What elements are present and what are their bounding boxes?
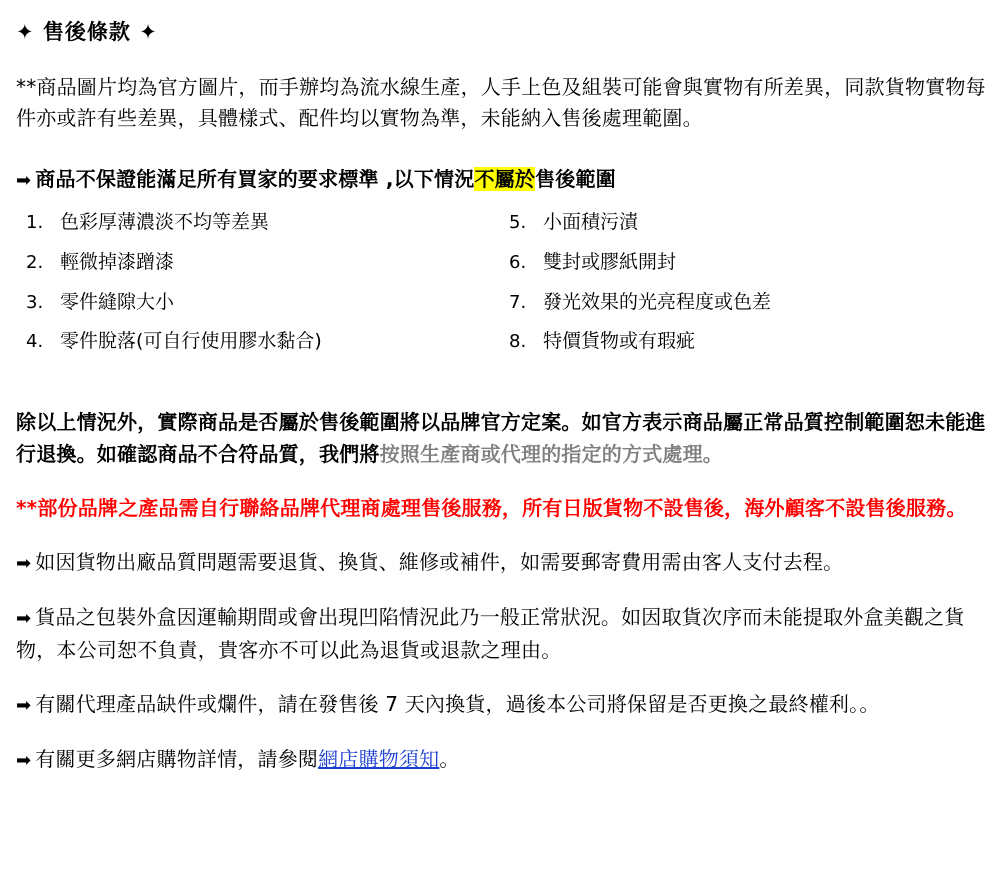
arrow-icon: ➡ [16,749,32,771]
scope-line-after: 售後範圍 [535,167,616,191]
list-item [509,211,988,234]
list-item-label: 零件脫落(可自行使用膠水黏合) [60,330,322,353]
list-item-number: 3. [26,291,44,313]
list-item [26,330,501,353]
note-text-after: 。 [439,746,460,771]
exclusion-list-left [14,211,501,370]
note-text: 有關代理產品缺件或爛件，請在發售後 7 天內換貨，過後本公司將保留是否更換之最終權利。。 [35,691,880,716]
list-item-number: 4. [26,331,44,353]
list-item-number: 8. [509,331,527,353]
list-item-number: 7. [509,291,527,313]
exclusion-scope-line [16,164,988,195]
list-item-label: 小面積污漬 [543,211,639,233]
list-item-label: 零件縫隙大小 [60,290,175,313]
scope-line-highlight: 不屬於 [474,167,536,191]
list-item [509,291,988,314]
note-text: 貨品之包裝外盒因運輸期間或會出現凹陷情況此乃一般正常狀況。如因取貨次序而未能提取外盒美觀之貨物，本公司恕不負責，貴客亦不可以此為退貨或退款之理由。 [16,604,965,662]
arrow-icon: ➡ [16,553,32,575]
note-more-info [16,743,988,776]
note-missing-parts [16,688,988,721]
list-item-label: 特價貨物或有瑕疵 [543,330,696,353]
note-shipping-cost [16,546,988,579]
list-item-label: 色彩厚薄濃淡不均等差異 [60,211,270,233]
note-text: 如因貨物出廠品質問題需要退貨、換貨、維修或補件，如需要郵寄費用需由客人支付去程。 [35,550,844,575]
list-item [26,251,501,274]
list-item-number: 2. [26,251,44,273]
list-item [509,330,988,353]
list-item-number: 5. [509,212,527,233]
arrow-icon: ➡ [16,607,32,629]
list-item-label: 雙封或膠紙開封 [543,250,677,273]
policy-paragraph-main: 除以上情況外，實際商品是否屬於售後範圍將以品牌官方定案。如官方表示商品屬正常品質控制範圍恕未能進行退換。如確認商品不合符品質，我們將 [16,410,986,467]
policy-paragraph-gray: 按照生產商或代理的指定的方式處理。 [379,442,724,467]
list-item [26,211,501,234]
note-text-before: 有關更多網店購物詳情，請參閱 [35,746,319,771]
red-warning-paragraph: **部份品牌之產品需自行聯絡品牌代理商處理售後服務，所有日版貨物不設售後，海外顧客不設售後服務。 [16,496,967,521]
exclusion-list-right [501,211,988,370]
shopping-guide-link[interactable]: 網店購物須知 [318,746,440,771]
list-item [509,251,988,274]
intro-paragraph: **商品圖片均為官方圖片，而手辦均為流水線生產，人手上色及組裝可能會與實物有所差異，同款貨物實物每件亦或許有些差異，具體樣式、配件均以實物為準，未能納入售後處理範圍。 [16,75,986,130]
page-title: ✦ 售後條款 ✦ [16,20,158,44]
scope-line-before: 商品不保證能滿足所有買家的要求標準 ,以下情況 [35,167,475,191]
list-item-label: 發光效果的光亮程度或色差 [543,290,772,313]
list-item [26,291,501,314]
note-packaging-damage [16,601,988,666]
arrow-icon: ➡ [16,694,32,716]
list-item-label: 輕微掉漆蹭漆 [60,250,175,273]
arrow-icon: ➡ [16,170,32,191]
policy-paragraph [16,406,988,470]
exclusion-lists [14,211,988,370]
list-item-number: 6. [509,251,527,273]
list-item-number: 1. [26,212,44,233]
